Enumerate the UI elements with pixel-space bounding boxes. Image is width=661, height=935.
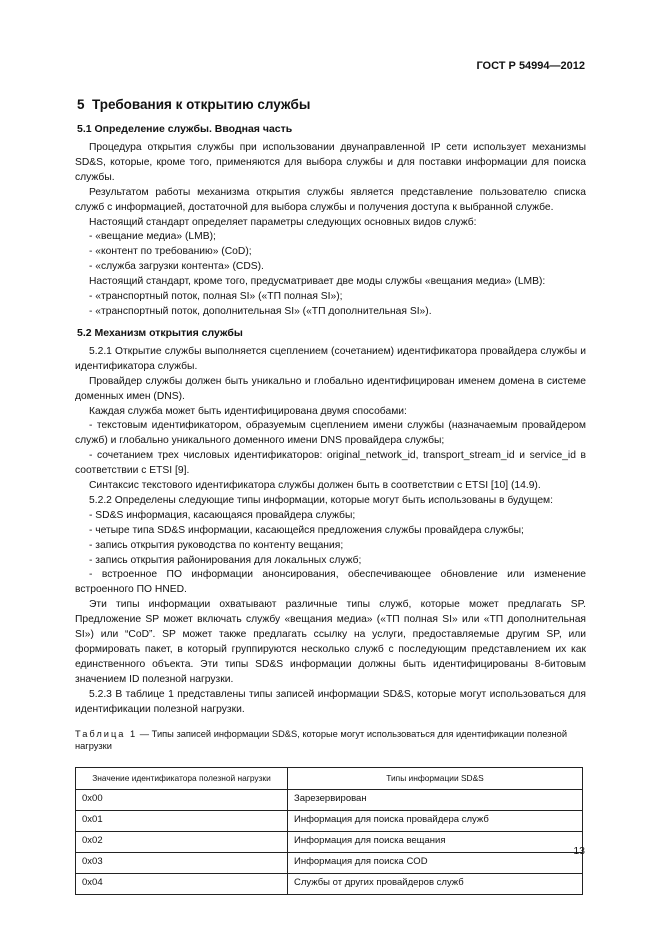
list-item: - запись открытия районирования для локальных служб; bbox=[89, 554, 362, 566]
paragraph: Синтаксис текстового идентификатора службы должен быть в соответствии с ETSI [10] (14.9). bbox=[89, 480, 541, 492]
table-header-row bbox=[76, 767, 583, 789]
table-row bbox=[76, 789, 583, 810]
paragraph: Результатом работы механизма открытия службы является представление пользователю списка служб с информацией, достаточной для выбора службы и получения доступа к выбранной службе. bbox=[75, 186, 586, 213]
table-row bbox=[76, 810, 583, 831]
table-row bbox=[76, 831, 583, 852]
section-number: 5 bbox=[77, 97, 85, 112]
table-cell: Информация для поиска вещания bbox=[288, 831, 583, 852]
table-caption bbox=[75, 728, 586, 752]
section-heading bbox=[77, 96, 586, 114]
paragraph: Процедура открытия службы при использовании двунаправленной IP сети использует механизмы SD&S, которые, кроме того, применяются для выбора службы и для поставки информации для поиска службы. bbox=[75, 142, 586, 183]
table-header-cell: Значение идентификатора полезной нагрузки bbox=[76, 767, 288, 789]
standard-header: ГОСТ Р 54994—2012 bbox=[476, 60, 585, 72]
list-item: - встроенное ПО информации анонсирования, обеспечивающее обновление или изменение встроенного ПО HNED. bbox=[75, 569, 586, 596]
list-item: - «контент по требованию» (CoD); bbox=[89, 246, 252, 258]
paragraph: Провайдер службы должен быть уникально и глобально идентифицирован именем домена в системе доменных имен (DNS). bbox=[75, 375, 586, 402]
table-cell: Зарезервирован bbox=[288, 789, 583, 810]
list-item: - «транспортный поток, полная SI» («ТП полная SI»); bbox=[89, 291, 343, 303]
table-row bbox=[76, 852, 583, 873]
paragraph: 5.2.2 Определены следующие типы информации, которые могут быть использованы в будущем: bbox=[89, 494, 553, 506]
table-cell: 0x00 bbox=[76, 789, 288, 810]
paragraph: Настоящий стандарт, кроме того, предусматривает две моды службы «вещания медиа» (LMB): bbox=[89, 276, 546, 288]
payload-id-table bbox=[75, 767, 583, 895]
section-title: Требования к открытию службы bbox=[92, 97, 311, 112]
paragraph: 5.2.3 В таблице 1 представлены типы записей информации SD&S, которые могут использоваться для идентификации полезной нагрузки. bbox=[75, 688, 586, 715]
table-cell: 0x02 bbox=[76, 831, 288, 852]
paragraph: 5.2.1 Открытие службы выполняется сцеплением (сочетанием) идентификатора провайдера службы и идентификатора службы. bbox=[75, 345, 586, 372]
table-caption-label: Таблица 1 bbox=[75, 728, 138, 739]
list-item: - текстовым идентификатором, образуемым сцеплением имени службы (назначаемым провайдером служб) и глобально уникального доменного имени DNS провайдера службы; bbox=[75, 420, 586, 447]
subsection-5-2-title: 5.2 Механизм открытия службы bbox=[77, 326, 243, 339]
list-item: - SD&S информация, касающаяся провайдера службы; bbox=[89, 509, 356, 521]
list-item: - четыре типа SD&S информации, касающейся предложения службы провайдера службы; bbox=[89, 524, 524, 536]
list-item: - сочетанием трех числовых идентификаторов: original_network_id, transport_stream_id и service_id в соответствии с ETSI [9]. bbox=[75, 450, 586, 477]
table-cell: Информация для поиска COD bbox=[288, 852, 583, 873]
page-number: 13 bbox=[573, 845, 585, 857]
paragraph: Настоящий стандарт определяет параметры следующих основных видов служб: bbox=[89, 216, 477, 228]
table-cell: Информация для поиска провайдера служб bbox=[288, 810, 583, 831]
table-row bbox=[76, 873, 583, 894]
table-cell: Службы от других провайдеров служб bbox=[288, 873, 583, 894]
table-header-cell: Типы информации SD&S bbox=[288, 767, 583, 789]
table-caption-text: — Типы записей информации SD&S, которые могут использоваться для идентификации полезной нагрузки bbox=[75, 728, 568, 751]
paragraph: Эти типы информации охватывают различные типы служб, которые может предлагать SP. Предложение SP может включать службу «вещания медиа» («ТП полная SI» или «ТП дополнительная SI») или “CoD”. SP может также предлагать ссылку на услуги, предоставляемые другим SP, или формировать пакет, в который группируются несколько служб с последующим представлением их как единственного объекта. Эти типы SD&S информации должны быть идентифицированы 8-битовым значением ID полезной нагрузки. bbox=[75, 599, 586, 685]
table-cell: 0x03 bbox=[76, 852, 288, 873]
content bbox=[75, 96, 586, 895]
list-item: - «вещание медиа» (LMB); bbox=[89, 231, 216, 243]
paragraph: Каждая служба может быть идентифицирована двумя способами: bbox=[89, 405, 407, 417]
table-cell: 0x04 bbox=[76, 873, 288, 894]
list-item: - «транспортный поток, дополнительная SI» («ТП дополнительная SI»). bbox=[89, 305, 432, 317]
list-item: - запись открытия руководства по контенту вещания; bbox=[89, 539, 344, 551]
table-cell: 0x01 bbox=[76, 810, 288, 831]
subsection-5-1-title: 5.1 Определение службы. Вводная часть bbox=[77, 123, 293, 135]
list-item: - «служба загрузки контента» (CDS). bbox=[89, 261, 264, 273]
